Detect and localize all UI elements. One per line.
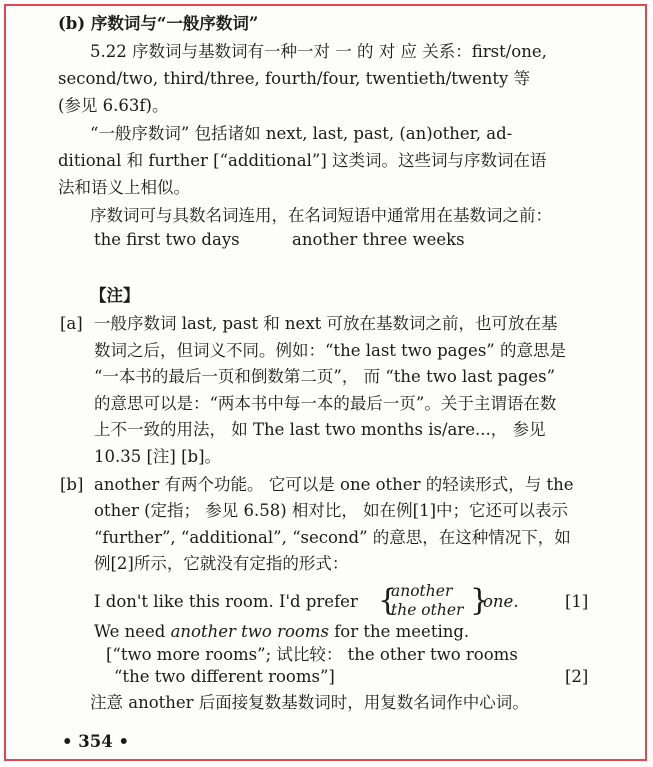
example-another-three-weeks: another three weeks — [292, 230, 465, 249]
right-brace: } — [470, 583, 490, 618]
note-title: 【注】 — [90, 286, 140, 305]
example2-number: [2] — [565, 667, 589, 686]
note-b-line3: “further”, “additional”, “second” 的意思，在这种情况下，如 — [94, 528, 571, 547]
note-a-line1: 一般序数词 last, past 和 next 可放在基数词之前，也可放在基 — [94, 314, 558, 333]
example2-comment-line2: “the two different rooms”] — [114, 667, 335, 686]
example2-post: for the meeting. — [328, 622, 470, 641]
left-brace: { — [378, 583, 398, 618]
para2-line3: 法和语义上相似。 — [58, 178, 190, 197]
note-a-line5: 上不一致的用法， 如 The last two months is/are...， 参见 — [94, 420, 546, 439]
note-b-line1: another 有两个功能。 它可以是 one other 的轻读形式，与 the — [94, 475, 574, 494]
example2-comment-line1: [“two more rooms”; 试比较： the other two rooms — [106, 645, 518, 664]
note-a-line3: “一本书的最后一页和倒数第二页”， 而 “the two last pages” — [94, 367, 556, 386]
note-b-marker: [b] — [60, 475, 84, 494]
final-note: 注意 another 后面接复数基数词时，用复数名词作中心词。 — [90, 693, 529, 712]
note-a-line2: 数词之后，但词义不同。例如：“the last two pages” 的意思是 — [94, 341, 566, 360]
section-heading: (b) 序数词与“一般序数词” — [58, 14, 259, 33]
para2-line1: “一般序数词” 包括诸如 next, last, past, (an)other, ad- — [90, 124, 513, 143]
example-first-two-days: the first two days — [94, 230, 240, 249]
note-b-line2: other (定指； 参见 6.58) 相对比， 如在例[1]中；它还可以表示 — [94, 501, 569, 520]
example1-option-the-other: the other — [391, 601, 464, 619]
example2-pre: We need — [94, 622, 171, 641]
note-a-line6: 10.35 [注] [b]。 — [94, 447, 222, 466]
para1-line2: second/two, third/three, fourth/four, twentieth/twenty 等 — [58, 69, 531, 88]
note-a-line4: 的意思可以是：“两本书中每一本的最后一页”。关于主谓语在数 — [94, 394, 557, 413]
note-b-line4: 例[2]所示，它就没有定指的形式： — [94, 554, 349, 573]
example2 — [94, 622, 469, 642]
page-number: • 354 • — [62, 732, 130, 751]
example1-option-another: another — [391, 582, 453, 600]
example1-number: [1] — [565, 592, 589, 611]
para3: 序数词可与具数名词连用，在名词短语中通常用在基数词之前： — [90, 206, 552, 225]
example1-prefix: I don't like this room. I'd prefer — [94, 592, 358, 611]
note-a-marker: [a] — [60, 314, 83, 333]
para1-line1: 5.22 序数词与基数词有一种一对 一 的 对 应 关系：first/one, — [90, 42, 547, 61]
para1-line3: (参见 6.63f)。 — [58, 96, 169, 115]
example1-suffix: one. — [483, 592, 519, 611]
para2-line2: ditional 和 further [“additional”] 这类词。这些词与序数词在语 — [58, 151, 547, 170]
example2-italic: another two rooms — [170, 622, 329, 641]
